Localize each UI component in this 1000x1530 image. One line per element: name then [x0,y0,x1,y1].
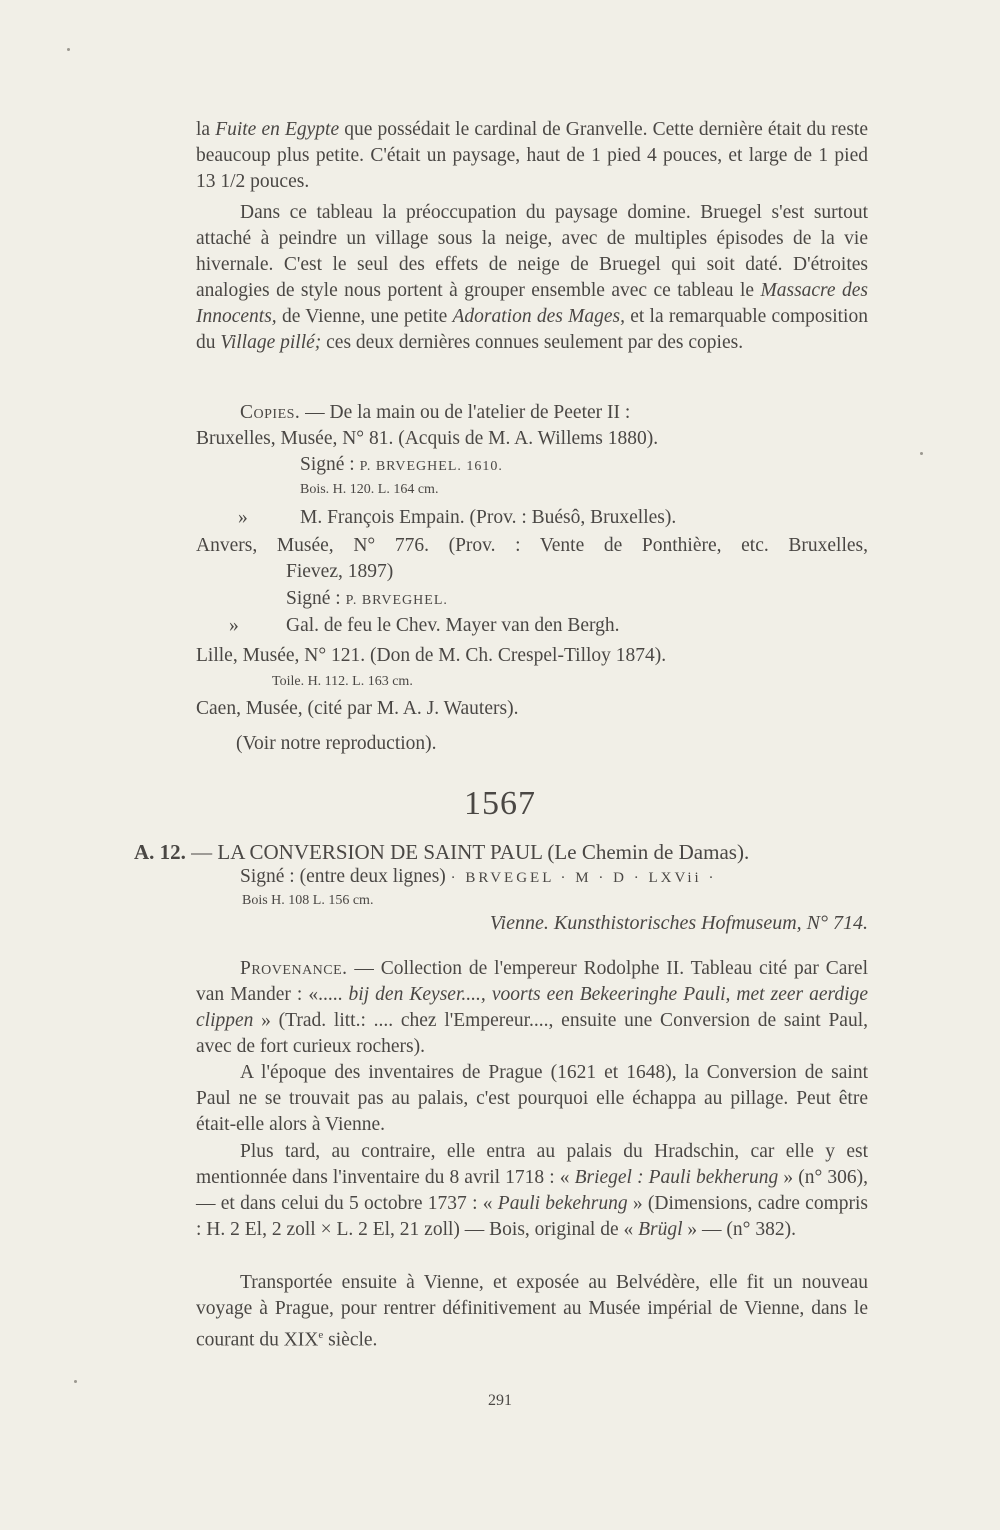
copy-mayer: Gal. de feu le Chev. Mayer van den Bergh. [286,615,620,636]
speck [67,48,70,51]
paragraph-fuite: la Fuite en Egypte que possédait le cardinal de Granvelle. Cette dernière était du reste beaucoup plus petite. C'était un paysage, haut de 1 pied 4 pouces, et large de 1 pied 13 1/2 pouces. [196,119,868,192]
dimensions-line: Toile. H. 112. L. 163 cm. [272,674,413,689]
speck [920,452,923,455]
copy-lille: Lille, Musée, N° 121. (Don de M. Ch. Crespel-Tilloy 1874). [196,645,667,666]
artwork-title: Fuite en Egypte [215,119,340,140]
speck [74,1380,77,1383]
entry-heading [134,840,749,865]
page-number: 291 [488,1392,512,1409]
year-heading: 1567 [464,785,536,822]
copy-anvers: Anvers, Musée, N° 776. (Prov. : Vente de Ponthière, etc. Bruxelles, [196,535,868,556]
copy-caen: Caen, Musée, (cité par M. A. J. Wauters). [196,698,519,719]
ditto-mark: » [229,615,239,636]
entry-number: A. 12. [134,840,186,864]
artwork-title: Adoration des Mages, [452,306,625,327]
entry-dimensions: Bois H. 108 L. 156 cm. [242,893,374,908]
paragraph-belvedere: Transportée ensuite à Vienne, et exposée au Belvédère, elle fit un nouveau voyage à Prague, pour rentrer définitivement au Musée impérial de Vienne, dans le courant du XIXe siècle. [196,1272,868,1351]
copy-empain: M. François Empain. (Prov. : Buésô, Bruxelles). [300,507,677,528]
entry-signature: Signé : (entre deux lignes) · BRVEGEL · M · D · LXVii · [240,866,717,887]
reproduction-note: (Voir notre reproduction). [236,733,437,754]
ditto-mark: » [238,507,248,528]
dimensions-line: Bois. H. 120. L. 164 cm. [300,482,439,497]
paragraph-provenance: Provenance. — Collection de l'empereur Rodolphe II. Tableau cité par Carel van Mander : «..... bij den Keyser...., voorts een Bekeeringhe Pauli, met zeer aerdige clippen » (Trad. litt.: .... chez l'Empereur...., ensuite une Conversion de saint Paul, avec de fort curieux rochers). [196,958,868,1057]
artwork-title: Village pillé; [220,332,322,353]
copy-anvers-cont: Fievez, 1897) [286,561,394,582]
entry-title: — LA CONVERSION DE SAINT PAUL (Le Chemin de Damas). [185,840,750,864]
artwork-title: Massacre des Innocents, [196,280,869,327]
paragraph-prague: A l'époque des inventaires de Prague (1621 et 1648), la Conversion de saint Paul ne se trouvait pas au palais, c'est pourquoi elle échappa au pillage. Peut être était-elle alors à Vienne. [196,1062,868,1135]
signature-line: Signé : P. BRVEGHEL. 1610. [300,454,503,475]
entry-location: Vienne. Kunsthistorisches Hofmuseum, N° 714. [489,912,868,934]
paragraph-landscape: Dans ce tableau la préoccupation du paysage domine. Bruegel s'est surtout attaché à peindre un village sous la neige, avec de multiples épisodes de la vie hivernale. C'est le seul des effets de neige de Bruegel qui soit daté. D'étroites analogies de style nous portent à grouper ensemble avec ce tableau le Massacre des Innocents, de Vienne, une petite Adoration des Mages, et la remarquable composition du Village pillé; ces deux dernières connues seulement par des copies. [196,202,869,353]
paragraph-hradschin: Plus tard, au contraire, elle entra au palais du Hradschin, car elle y est mentionnée dans l'inventaire du 8 avril 1718 : « Briegel : Pauli bekherung » (n° 306), — et dans celui du 5 octobre 1737 : « Pauli bekehrung » (Dimensions, cadre compris : H. 2 El, 2 zoll × L. 2 El, 21 zoll) — Bois, original de « Brügl » — (n° 382). [196,1141,868,1240]
copies-heading: Copies. — De la main ou de l'atelier de Peeter II : [240,402,631,423]
signature-line: Signé : P. BRVEGHEL. [286,588,448,609]
copy-bruxelles: Bruxelles, Musée, N° 81. (Acquis de M. A. Willems 1880). [196,428,659,449]
